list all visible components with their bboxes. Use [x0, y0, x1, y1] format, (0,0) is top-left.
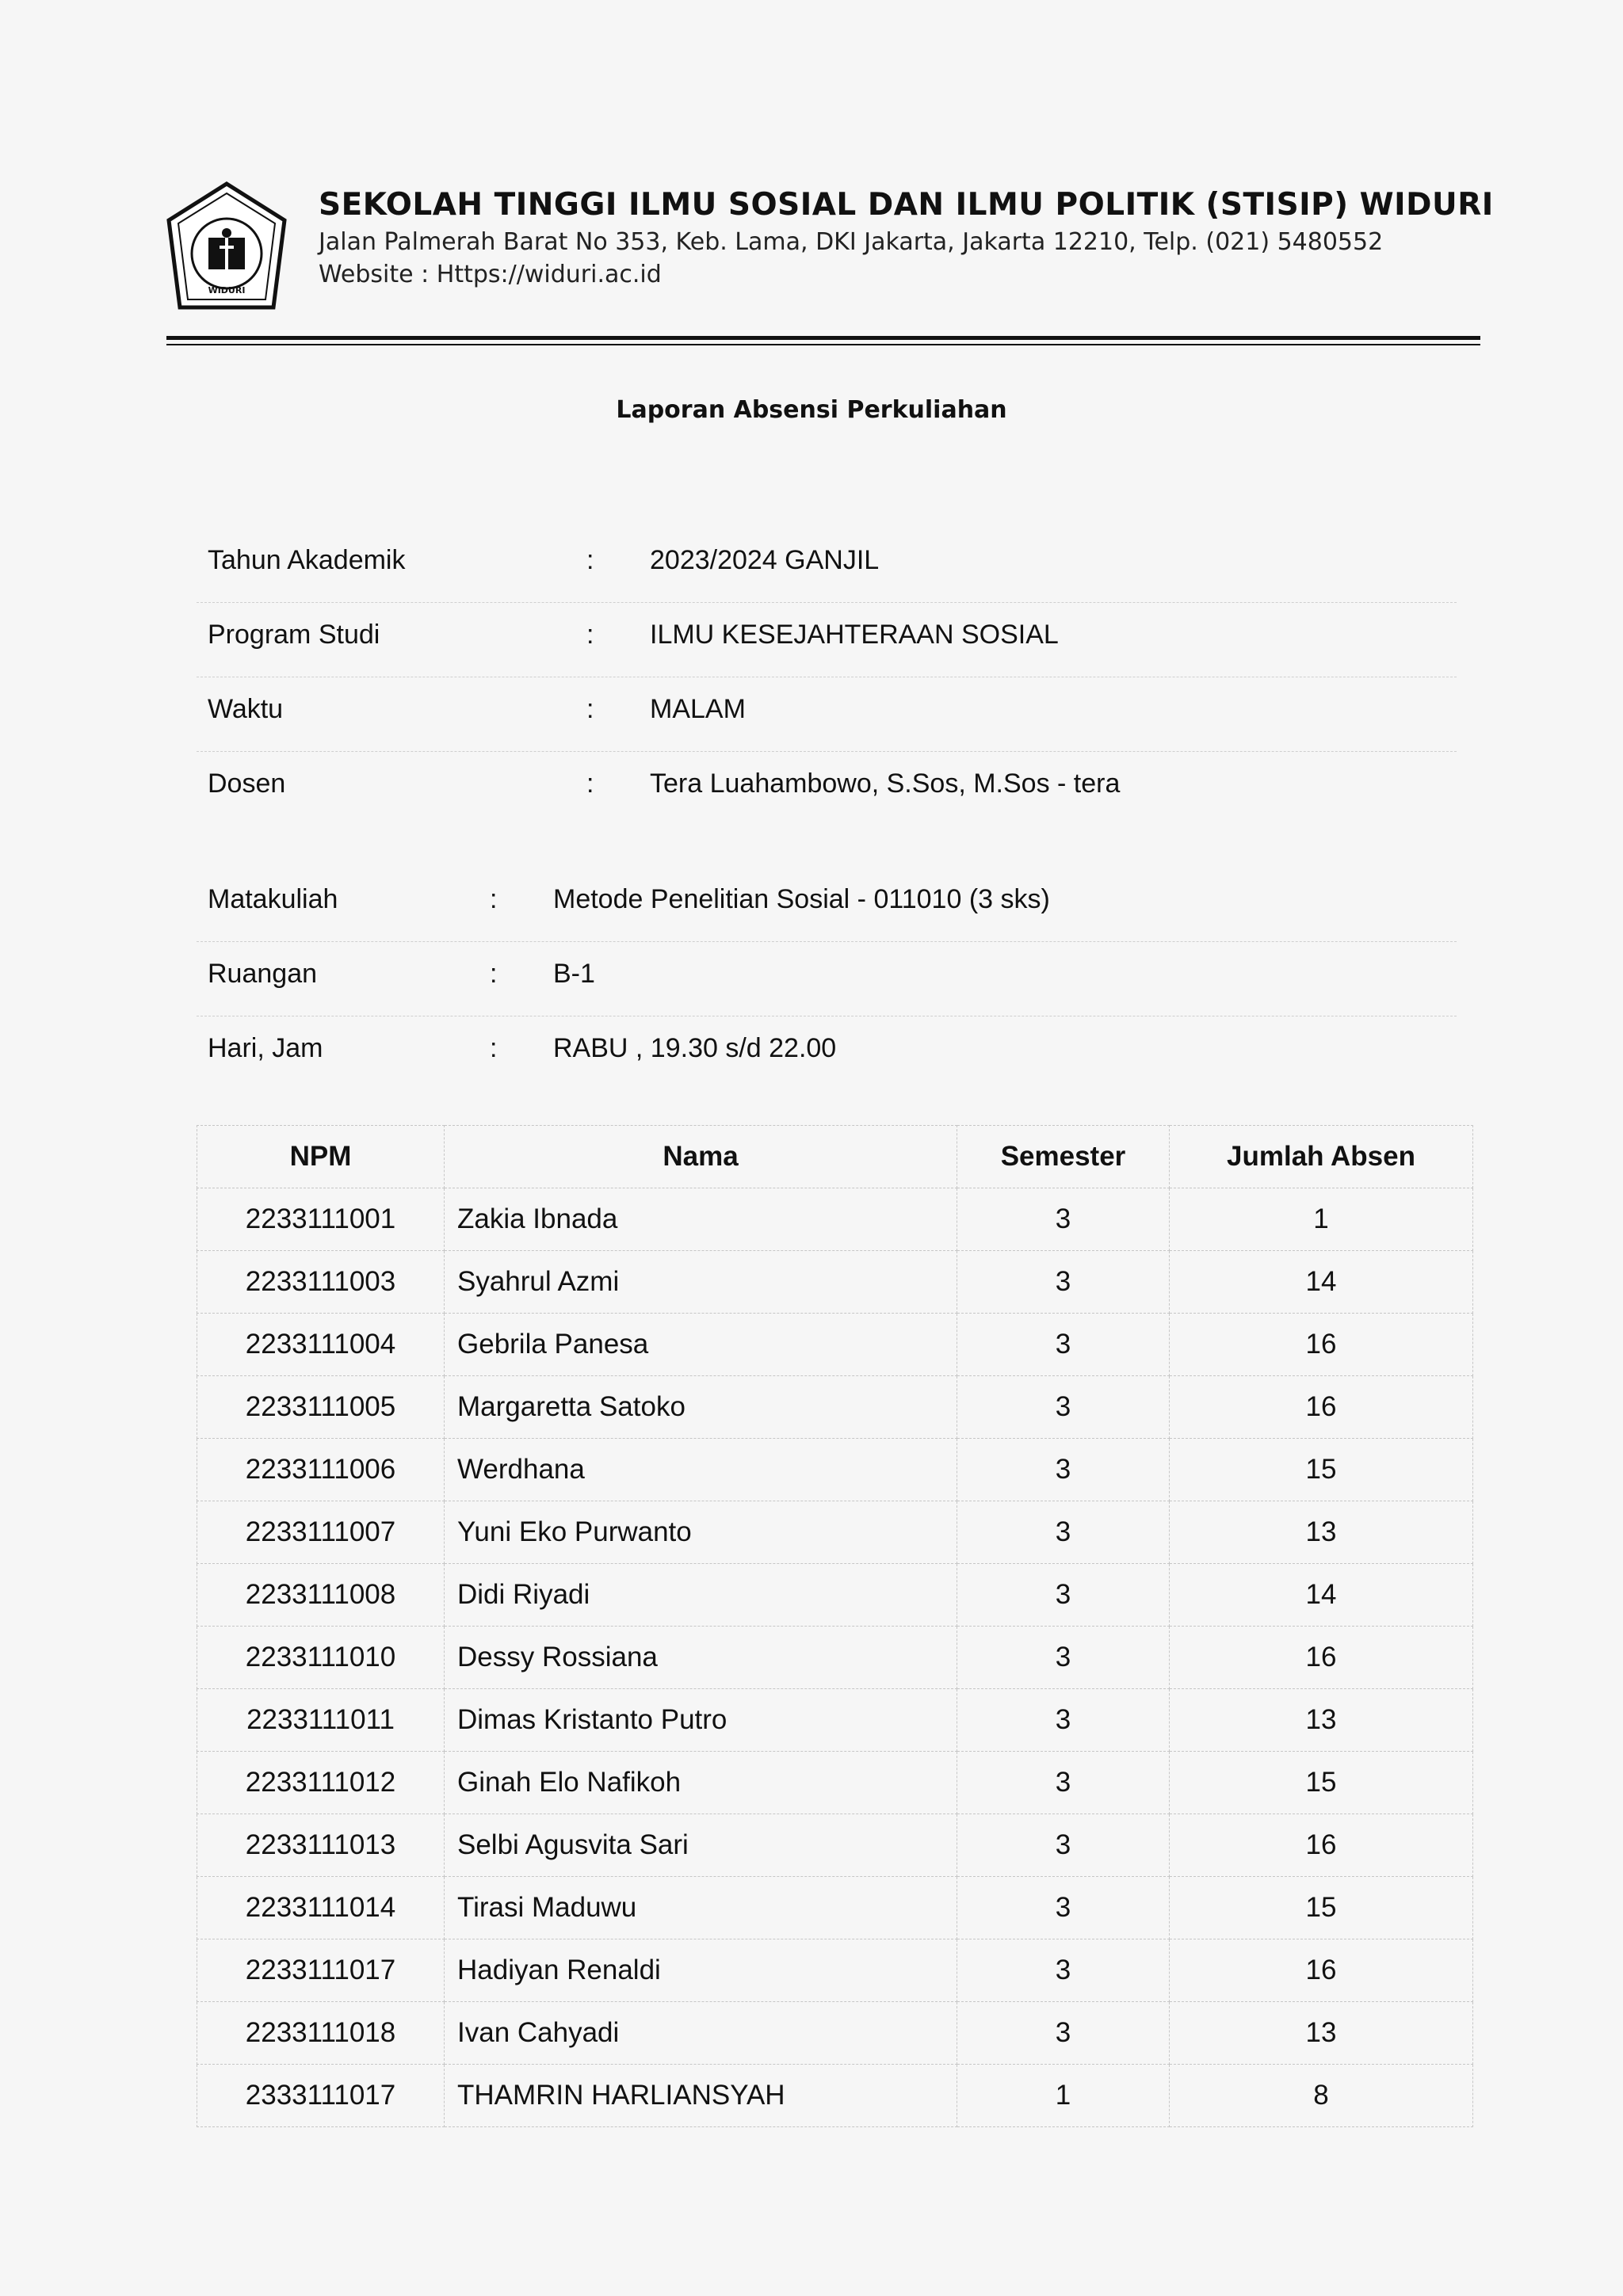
cell-nama: Didi Riyadi — [445, 1564, 957, 1627]
cell-jumlah-absen: 8 — [1170, 2065, 1473, 2127]
cell-jumlah-absen: 16 — [1170, 1814, 1473, 1877]
cell-npm: 2233111010 — [197, 1627, 445, 1689]
letterhead-divider — [166, 336, 1480, 340]
info-row-waktu — [197, 677, 1457, 752]
cell-nama: Gebrila Panesa — [445, 1314, 957, 1376]
cell-jumlah-absen: 16 — [1170, 1627, 1473, 1689]
table-row — [197, 1752, 1473, 1814]
letterhead-divider-thin — [166, 344, 1480, 345]
info-value: ILMU KESEJAHTERAAN SOSIAL — [650, 620, 1059, 650]
cell-jumlah-absen: 13 — [1170, 2002, 1473, 2065]
info-separator: : — [586, 694, 594, 724]
header-nama: Nama — [445, 1126, 957, 1188]
cell-nama: Dessy Rossiana — [445, 1627, 957, 1689]
cell-semester: 3 — [957, 1439, 1170, 1501]
table-row — [197, 2065, 1473, 2127]
cell-npm: 2333111017 — [197, 2065, 445, 2127]
info-value: MALAM — [650, 694, 746, 724]
info-value: B-1 — [553, 959, 595, 989]
table-header-row — [197, 1126, 1473, 1188]
institution-name: SEKOLAH TINGGI ILMU SOSIAL DAN ILMU POLITIK (STISIP) WIDURI — [319, 187, 1494, 223]
info-value: Metode Penelitian Sosial - 011010 (3 sks) — [553, 884, 1050, 914]
info-separator: : — [490, 884, 498, 914]
table-row — [197, 1376, 1473, 1439]
info-row-program-studi — [197, 602, 1457, 677]
table-row — [197, 1814, 1473, 1877]
cell-jumlah-absen: 16 — [1170, 1314, 1473, 1376]
cell-semester: 3 — [957, 1564, 1170, 1627]
cell-nama: Ginah Elo Nafikoh — [445, 1752, 957, 1814]
cell-nama: Syahrul Azmi — [445, 1251, 957, 1314]
cell-semester: 3 — [957, 1501, 1170, 1564]
cell-semester: 3 — [957, 1814, 1170, 1877]
info-separator: : — [586, 545, 594, 575]
info-row-matakuliah — [197, 867, 1457, 942]
cell-semester: 3 — [957, 1376, 1170, 1439]
cell-nama: Tirasi Maduwu — [445, 1877, 957, 1939]
cell-nama: Yuni Eko Purwanto — [445, 1501, 957, 1564]
info-separator: : — [586, 769, 594, 799]
table-row — [197, 1564, 1473, 1627]
cell-npm: 2233111001 — [197, 1188, 445, 1251]
cell-nama: THAMRIN HARLIANSYAH — [445, 2065, 957, 2127]
cell-semester: 3 — [957, 1251, 1170, 1314]
info-label: Dosen — [208, 769, 286, 799]
info-value: 2023/2024 GANJIL — [650, 545, 880, 575]
info-separator: : — [586, 620, 594, 650]
document-title: Laporan Absensi Perkuliahan — [616, 396, 1007, 424]
cell-npm: 2233111008 — [197, 1564, 445, 1627]
cell-jumlah-absen: 16 — [1170, 1376, 1473, 1439]
cell-nama: Dimas Kristanto Putro — [445, 1689, 957, 1752]
cell-npm: 2233111013 — [197, 1814, 445, 1877]
header-npm: NPM — [197, 1126, 445, 1188]
institution-website: Website : Https://widuri.ac.id — [319, 261, 662, 288]
info-label: Ruangan — [208, 959, 318, 989]
stisip-widuri-logo — [162, 181, 291, 315]
cell-jumlah-absen: 1 — [1170, 1188, 1473, 1251]
cell-nama: Hadiyan Renaldi — [445, 1939, 957, 2002]
table-row — [197, 1877, 1473, 1939]
cell-npm: 2233111003 — [197, 1251, 445, 1314]
cell-jumlah-absen: 15 — [1170, 1439, 1473, 1501]
cell-npm: 2233111005 — [197, 1376, 445, 1439]
table-row — [197, 1439, 1473, 1501]
cell-semester: 3 — [957, 1627, 1170, 1689]
info-label: Matakuliah — [208, 884, 338, 914]
info-separator: : — [490, 959, 498, 989]
header-semester: Semester — [957, 1126, 1170, 1188]
info-separator: : — [490, 1033, 498, 1063]
cell-nama: Ivan Cahyadi — [445, 2002, 957, 2065]
cell-nama: Margaretta Satoko — [445, 1376, 957, 1439]
table-row — [197, 1251, 1473, 1314]
info-value: Tera Luahambowo, S.Sos, M.Sos - tera — [650, 769, 1121, 799]
cell-npm: 2233111007 — [197, 1501, 445, 1564]
info-row-dosen — [197, 751, 1457, 826]
institution-address: Jalan Palmerah Barat No 353, Keb. Lama, DKI Jakarta, Jakarta 12210, Telp. (021) 5480552 — [319, 228, 1384, 256]
table-row — [197, 1314, 1473, 1376]
table-row — [197, 1939, 1473, 2002]
info-label: Tahun Akademik — [208, 545, 406, 575]
attendance-table-body — [197, 1188, 1473, 2127]
table-row — [197, 2002, 1473, 2065]
cell-semester: 1 — [957, 2065, 1170, 2127]
table-row — [197, 1627, 1473, 1689]
info-label: Program Studi — [208, 620, 380, 650]
cell-npm: 2233111006 — [197, 1439, 445, 1501]
cell-npm: 2233111018 — [197, 2002, 445, 2065]
cell-semester: 3 — [957, 2002, 1170, 2065]
cell-jumlah-absen: 15 — [1170, 1877, 1473, 1939]
cell-npm: 2233111012 — [197, 1752, 445, 1814]
cell-jumlah-absen: 13 — [1170, 1501, 1473, 1564]
cell-npm: 2233111004 — [197, 1314, 445, 1376]
info-label: Waktu — [208, 694, 284, 724]
cell-nama: Werdhana — [445, 1439, 957, 1501]
header-jumlah-absen: Jumlah Absen — [1170, 1126, 1473, 1188]
cell-semester: 3 — [957, 1689, 1170, 1752]
cell-npm: 2233111014 — [197, 1877, 445, 1939]
cell-npm: 2233111017 — [197, 1939, 445, 2002]
cell-semester: 3 — [957, 1752, 1170, 1814]
cell-nama: Zakia Ibnada — [445, 1188, 957, 1251]
attendance-table — [197, 1125, 1473, 2127]
svg-text:WIDURI: WIDURI — [208, 285, 246, 296]
cell-semester: 3 — [957, 1877, 1170, 1939]
info-value: RABU , 19.30 s/d 22.00 — [553, 1033, 837, 1063]
cell-jumlah-absen: 13 — [1170, 1689, 1473, 1752]
cell-semester: 3 — [957, 1314, 1170, 1376]
table-row — [197, 1689, 1473, 1752]
cell-jumlah-absen: 14 — [1170, 1251, 1473, 1314]
cell-jumlah-absen: 15 — [1170, 1752, 1473, 1814]
info-row-ruangan — [197, 941, 1457, 1016]
cell-semester: 3 — [957, 1939, 1170, 2002]
table-row — [197, 1501, 1473, 1564]
cell-npm: 2233111011 — [197, 1689, 445, 1752]
cell-nama: Selbi Agusvita Sari — [445, 1814, 957, 1877]
info-label: Hari, Jam — [208, 1033, 323, 1063]
cell-jumlah-absen: 14 — [1170, 1564, 1473, 1627]
info-row-hari-jam — [197, 1016, 1457, 1090]
cell-semester: 3 — [957, 1188, 1170, 1251]
cell-jumlah-absen: 16 — [1170, 1939, 1473, 2002]
info-row-tahun-akademik — [197, 528, 1457, 603]
table-row — [197, 1188, 1473, 1251]
